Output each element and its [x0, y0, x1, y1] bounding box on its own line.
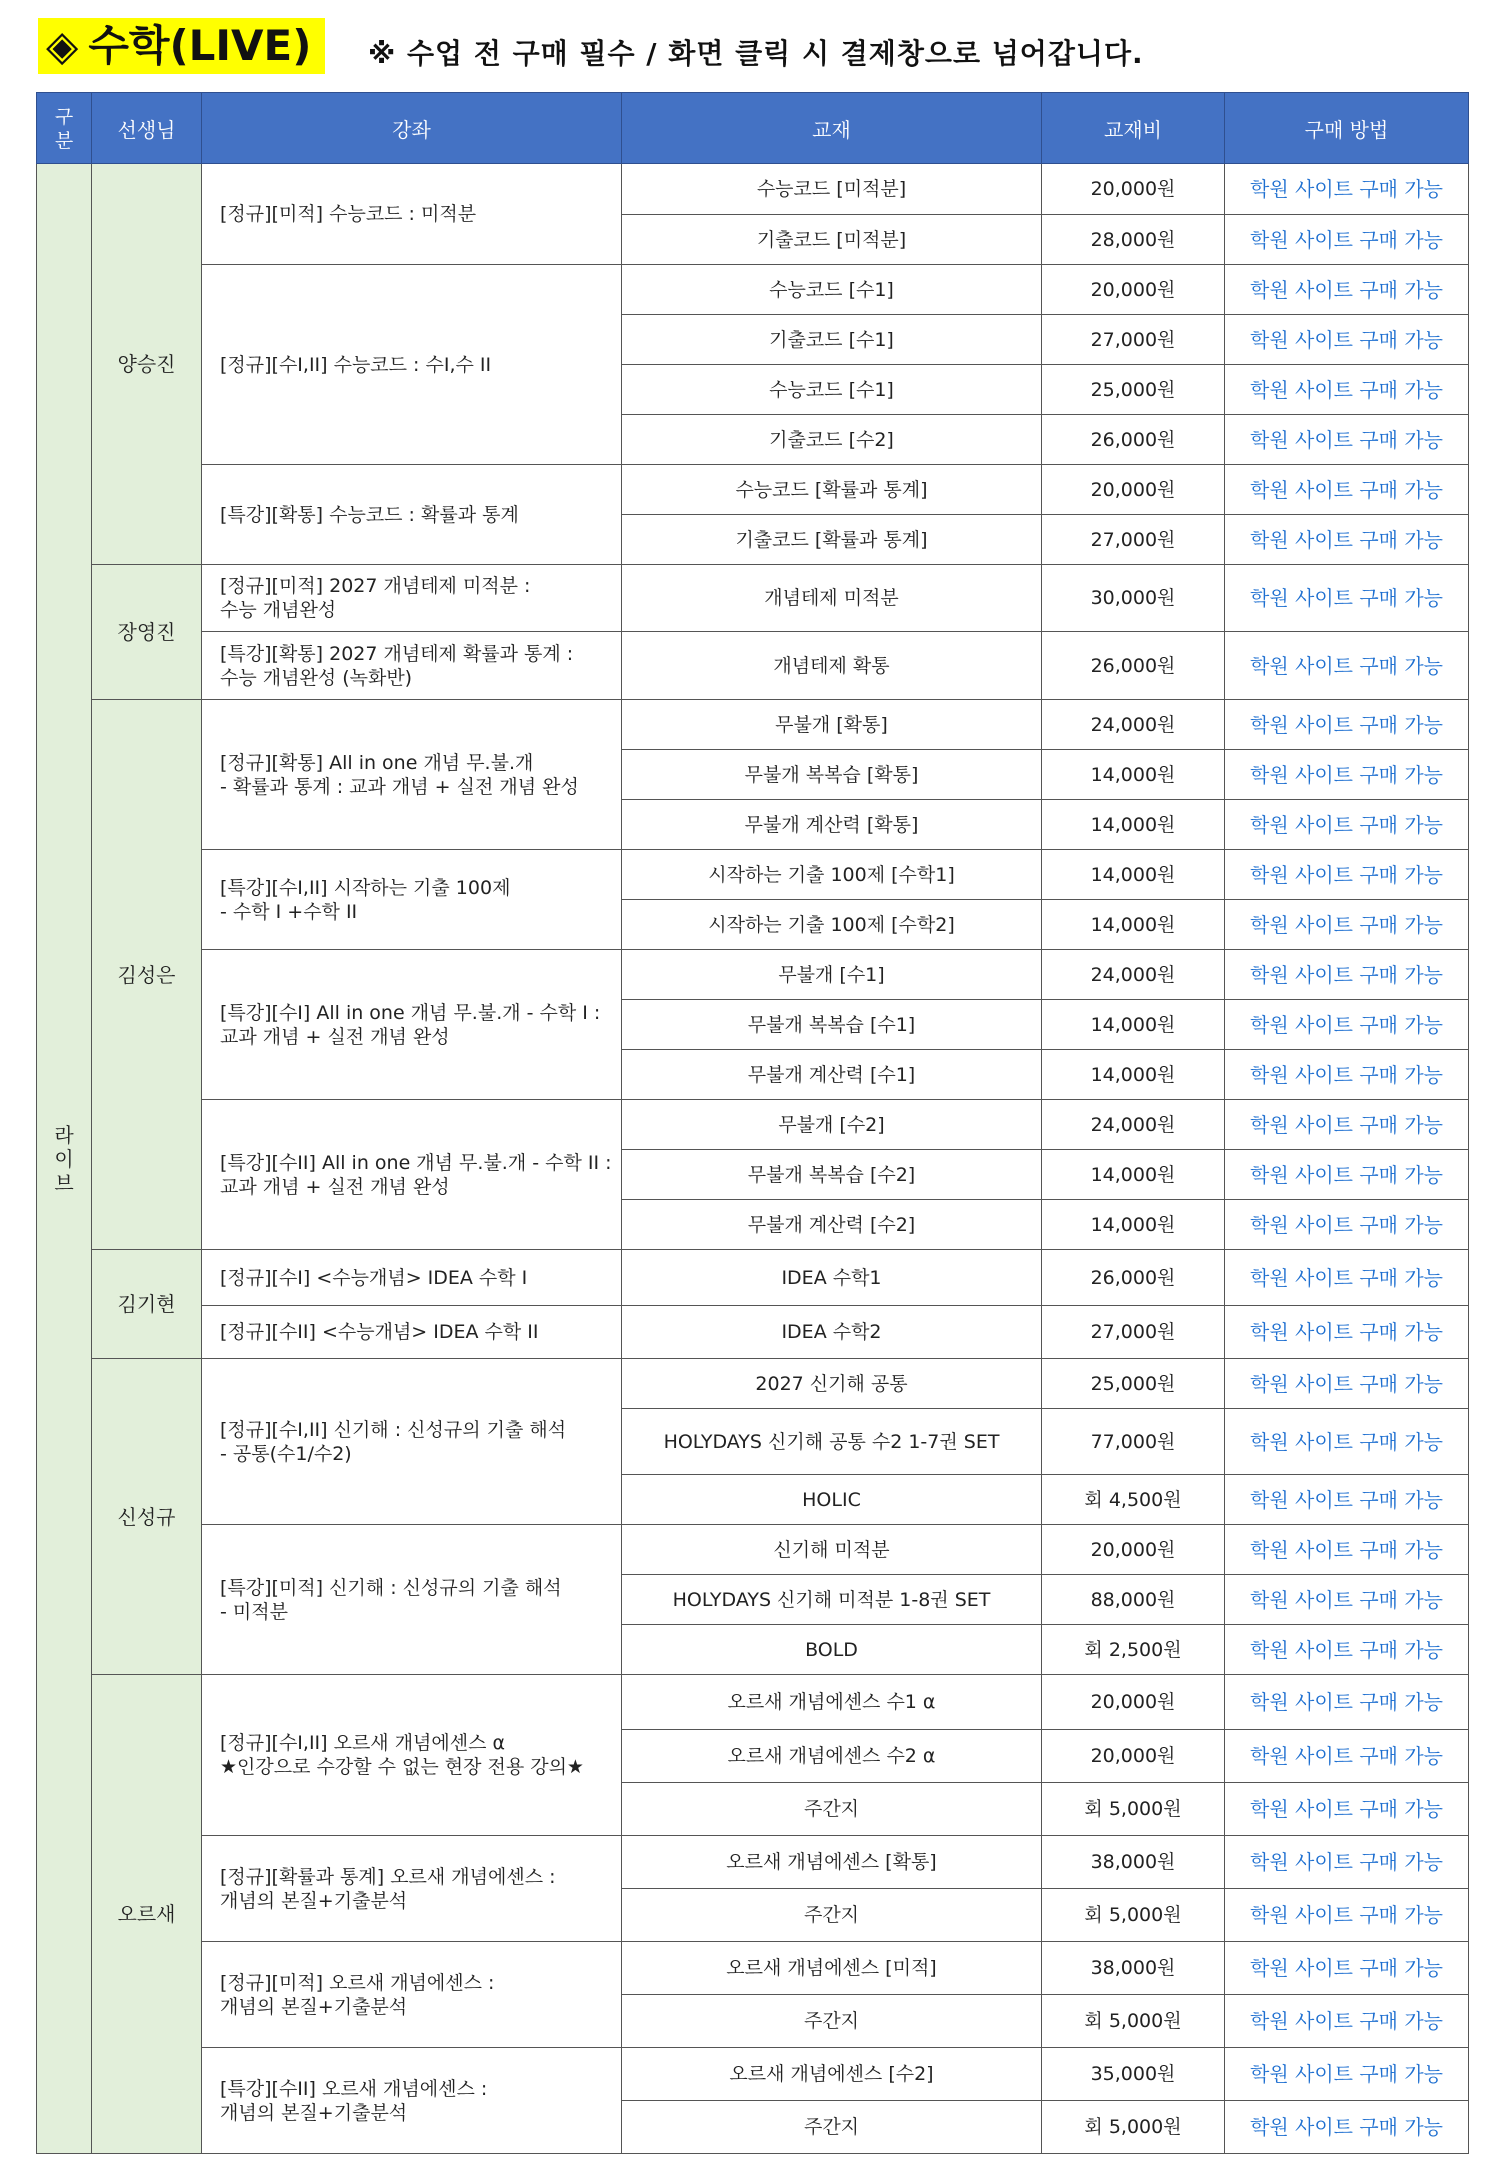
purchase-link[interactable]: 학원 사이트 구매 가능 [1225, 265, 1469, 315]
table-row [37, 1525, 1469, 1575]
textbook-name-cell: 무불개 복복습 [수1] [622, 1000, 1042, 1050]
table-row [37, 1675, 1469, 1730]
textbook-price-cell: 25,000원 [1042, 365, 1225, 415]
course-title-cell: [특강][확통] 수능코드 : 확률과 통계 [202, 465, 622, 565]
textbook-name-cell: 주간지 [622, 1889, 1042, 1942]
purchase-link[interactable]: 학원 사이트 구매 가능 [1225, 1675, 1469, 1730]
textbook-name-cell: 시작하는 기출 100제 [수학1] [622, 850, 1042, 900]
table-row [37, 265, 1469, 315]
table-header-row [37, 93, 1469, 164]
purchase-link[interactable]: 학원 사이트 구매 가능 [1225, 1200, 1469, 1250]
textbook-price-cell: 20,000원 [1042, 265, 1225, 315]
textbook-price-cell: 회 5,000원 [1042, 1783, 1225, 1836]
purchase-link[interactable]: 학원 사이트 구매 가능 [1225, 1942, 1469, 1995]
purchase-notice: ※ 수업 전 구매 필수 / 화면 클릭 시 결제창으로 넘어갑니다. [368, 37, 1144, 70]
textbook-price-cell: 20,000원 [1042, 164, 1225, 215]
textbook-price-cell: 38,000원 [1042, 1942, 1225, 1995]
purchase-link[interactable]: 학원 사이트 구매 가능 [1225, 1306, 1469, 1359]
purchase-link[interactable]: 학원 사이트 구매 가능 [1225, 565, 1469, 632]
teacher-name-cell: 신성규 [92, 1359, 202, 1675]
textbook-price-cell: 28,000원 [1042, 215, 1225, 265]
table-row [37, 632, 1469, 700]
purchase-link[interactable]: 학원 사이트 구매 가능 [1225, 950, 1469, 1000]
textbook-price-cell: 24,000원 [1042, 950, 1225, 1000]
textbook-price-cell: 14,000원 [1042, 1000, 1225, 1050]
column-header: 구매 방법 [1225, 93, 1469, 164]
textbook-price-cell: 20,000원 [1042, 1730, 1225, 1783]
textbook-name-cell: 오르새 개념에센스 [수2] [622, 2048, 1042, 2101]
textbook-name-cell: 무불개 계산력 [수2] [622, 1200, 1042, 1250]
purchase-link[interactable]: 학원 사이트 구매 가능 [1225, 1575, 1469, 1625]
textbook-name-cell: 주간지 [622, 2101, 1042, 2154]
textbook-price-cell: 회 4,500원 [1042, 1475, 1225, 1525]
page-title-text: 수학(LIVE) [88, 21, 312, 70]
column-header: 선생님 [92, 93, 202, 164]
purchase-link[interactable]: 학원 사이트 구매 가능 [1225, 465, 1469, 515]
purchase-link[interactable]: 학원 사이트 구매 가능 [1225, 700, 1469, 750]
course-title-cell: [특강][수I] All in one 개념 무.불.개 - 수학 I : 교과 개념 + 실전 개념 완성 [202, 950, 622, 1100]
table-row [37, 465, 1469, 515]
textbook-name-cell: BOLD [622, 1625, 1042, 1675]
textbook-price-cell: 회 5,000원 [1042, 1889, 1225, 1942]
course-title-cell: [정규][수I,II] 신기해 : 신성규의 기출 해석 - 공통(수1/수2) [202, 1359, 622, 1525]
table-row [37, 1836, 1469, 1889]
purchase-link[interactable]: 학원 사이트 구매 가능 [1225, 2101, 1469, 2154]
textbook-name-cell: 기출코드 [미적분] [622, 215, 1042, 265]
textbook-price-cell: 30,000원 [1042, 565, 1225, 632]
table-row [37, 565, 1469, 632]
category-cell: 라 이 브 [37, 164, 92, 2154]
textbook-name-cell: 오르새 개념에센스 수2 α [622, 1730, 1042, 1783]
textbook-name-cell: 무불개 [확통] [622, 700, 1042, 750]
textbook-price-cell: 77,000원 [1042, 1409, 1225, 1475]
column-header: 교재비 [1042, 93, 1225, 164]
course-title-cell: [정규][수I,II] 수능코드 : 수I,수 II [202, 265, 622, 465]
purchase-link[interactable]: 학원 사이트 구매 가능 [1225, 632, 1469, 700]
textbook-table-container [36, 92, 1468, 2154]
textbook-price-cell: 35,000원 [1042, 2048, 1225, 2101]
textbook-price-cell: 14,000원 [1042, 1200, 1225, 1250]
textbook-price-cell: 14,000원 [1042, 1150, 1225, 1200]
table-row [37, 2048, 1469, 2101]
course-title-cell: [특강][수II] All in one 개념 무.불.개 - 수학 II : 교과 개념 + 실전 개념 완성 [202, 1100, 622, 1250]
table-row [37, 950, 1469, 1000]
textbook-price-cell: 26,000원 [1042, 415, 1225, 465]
textbook-name-cell: IDEA 수학1 [622, 1250, 1042, 1306]
course-title-cell: [정규][미적] 수능코드 : 미적분 [202, 164, 622, 265]
teacher-name-cell: 김성은 [92, 700, 202, 1250]
course-title-cell: [정규][미적] 오르새 개념에센스 : 개념의 본질+기출분석 [202, 1942, 622, 2048]
textbook-price-cell: 20,000원 [1042, 1675, 1225, 1730]
course-title-cell: [정규][수II] <수능개념> IDEA 수학 II [202, 1306, 622, 1359]
textbook-price-cell: 25,000원 [1042, 1359, 1225, 1409]
table-row [37, 1942, 1469, 1995]
textbook-name-cell: 수능코드 [수1] [622, 265, 1042, 315]
textbook-name-cell: 2027 신기해 공통 [622, 1359, 1042, 1409]
textbook-price-cell: 회 5,000원 [1042, 2101, 1225, 2154]
column-header: 강좌 [202, 93, 622, 164]
textbook-price-cell: 27,000원 [1042, 515, 1225, 565]
textbook-name-cell: 무불개 계산력 [수1] [622, 1050, 1042, 1100]
textbook-price-cell: 14,000원 [1042, 750, 1225, 800]
column-header: 교재 [622, 93, 1042, 164]
purchase-link[interactable]: 학원 사이트 구매 가능 [1225, 164, 1469, 215]
textbook-name-cell: 무불개 [수1] [622, 950, 1042, 1000]
purchase-link[interactable]: 학원 사이트 구매 가능 [1225, 1995, 1469, 2048]
course-title-cell: [특강][미적] 신기해 : 신성규의 기출 해석 - 미적분 [202, 1525, 622, 1675]
textbook-table [36, 92, 1469, 2154]
purchase-link[interactable]: 학원 사이트 구매 가능 [1225, 2048, 1469, 2101]
textbook-name-cell: 기출코드 [수2] [622, 415, 1042, 465]
textbook-name-cell: 수능코드 [확률과 통계] [622, 465, 1042, 515]
textbook-price-cell: 26,000원 [1042, 632, 1225, 700]
purchase-link[interactable]: 학원 사이트 구매 가능 [1225, 1050, 1469, 1100]
course-title-cell: [정규][확률과 통계] 오르새 개념에센스 : 개념의 본질+기출분석 [202, 1836, 622, 1942]
textbook-name-cell: 무불개 복복습 [수2] [622, 1150, 1042, 1200]
table-row [37, 1306, 1469, 1359]
purchase-link[interactable]: 학원 사이트 구매 가능 [1225, 1150, 1469, 1200]
diamond-icon: ◈ [46, 21, 79, 70]
purchase-link[interactable]: 학원 사이트 구매 가능 [1225, 1000, 1469, 1050]
course-title-cell: [정규][확통] All in one 개념 무.불.개 - 확률과 통계 : 교과 개념 + 실전 개념 완성 [202, 700, 622, 850]
textbook-name-cell: 수능코드 [수1] [622, 365, 1042, 415]
textbook-name-cell: IDEA 수학2 [622, 1306, 1042, 1359]
column-header-label: 구 분 [54, 106, 74, 152]
table-body [37, 164, 1469, 2154]
textbook-name-cell: HOLIC [622, 1475, 1042, 1525]
textbook-price-cell: 14,000원 [1042, 900, 1225, 950]
purchase-link[interactable]: 학원 사이트 구매 가능 [1225, 1250, 1469, 1306]
table-row [37, 700, 1469, 750]
purchase-link[interactable]: 학원 사이트 구매 가능 [1225, 800, 1469, 850]
textbook-price-cell: 14,000원 [1042, 850, 1225, 900]
textbook-price-cell: 38,000원 [1042, 1836, 1225, 1889]
purchase-link[interactable]: 학원 사이트 구매 가능 [1225, 750, 1469, 800]
textbook-price-cell: 20,000원 [1042, 465, 1225, 515]
teacher-name-cell: 양승진 [92, 164, 202, 565]
textbook-price-cell: 27,000원 [1042, 1306, 1225, 1359]
course-title-cell: [특강][확통] 2027 개념테제 확률과 통계 : 수능 개념완성 (녹화반) [202, 632, 622, 700]
textbook-name-cell: 신기해 미적분 [622, 1525, 1042, 1575]
textbook-price-cell: 24,000원 [1042, 700, 1225, 750]
textbook-name-cell: 주간지 [622, 1995, 1042, 2048]
table-row [37, 164, 1469, 215]
course-title-cell: [정규][미적] 2027 개념테제 미적분 : 수능 개념완성 [202, 565, 622, 632]
textbook-name-cell: 개념테제 미적분 [622, 565, 1042, 632]
textbook-name-cell: HOLYDAYS 신기해 공통 수2 1-7권 SET [622, 1409, 1042, 1475]
textbook-price-cell: 88,000원 [1042, 1575, 1225, 1625]
textbook-name-cell: 오르새 개념에센스 [확통] [622, 1836, 1042, 1889]
textbook-price-cell: 20,000원 [1042, 1525, 1225, 1575]
textbook-name-cell: 기출코드 [확률과 통계] [622, 515, 1042, 565]
course-title-cell: [정규][수I,II] 오르새 개념에센스 α ★인강으로 수강할 수 없는 현장 전용 강의★ [202, 1675, 622, 1836]
textbook-name-cell: 시작하는 기출 100제 [수학2] [622, 900, 1042, 950]
table-row [37, 1250, 1469, 1306]
purchase-link[interactable]: 학원 사이트 구매 가능 [1225, 1730, 1469, 1783]
purchase-link[interactable]: 학원 사이트 구매 가능 [1225, 315, 1469, 365]
purchase-link[interactable]: 학원 사이트 구매 가능 [1225, 1525, 1469, 1575]
textbook-name-cell: 오르새 개념에센스 수1 α [622, 1675, 1042, 1730]
textbook-name-cell: 개념테제 확통 [622, 632, 1042, 700]
textbook-name-cell: 주간지 [622, 1783, 1042, 1836]
purchase-link[interactable]: 학원 사이트 구매 가능 [1225, 900, 1469, 950]
purchase-link[interactable]: 학원 사이트 구매 가능 [1225, 1889, 1469, 1942]
page-title [38, 18, 325, 74]
textbook-price-cell: 14,000원 [1042, 1050, 1225, 1100]
purchase-link[interactable]: 학원 사이트 구매 가능 [1225, 1359, 1469, 1409]
purchase-link[interactable]: 학원 사이트 구매 가능 [1225, 215, 1469, 265]
column-header [37, 93, 92, 164]
teacher-name-cell: 김기현 [92, 1250, 202, 1359]
table-row [37, 850, 1469, 900]
purchase-link[interactable]: 학원 사이트 구매 가능 [1225, 1475, 1469, 1525]
title-bar [38, 14, 1458, 74]
textbook-price-cell: 27,000원 [1042, 315, 1225, 365]
purchase-link[interactable]: 학원 사이트 구매 가능 [1225, 515, 1469, 565]
teacher-name-cell: 오르새 [92, 1675, 202, 2154]
textbook-name-cell: 기출코드 [수1] [622, 315, 1042, 365]
textbook-price-cell: 회 2,500원 [1042, 1625, 1225, 1675]
purchase-link[interactable]: 학원 사이트 구매 가능 [1225, 1836, 1469, 1889]
purchase-link[interactable]: 학원 사이트 구매 가능 [1225, 850, 1469, 900]
textbook-name-cell: 수능코드 [미적분] [622, 164, 1042, 215]
purchase-link[interactable]: 학원 사이트 구매 가능 [1225, 1625, 1469, 1675]
course-title-cell: [정규][수I] <수능개념> IDEA 수학 I [202, 1250, 622, 1306]
textbook-price-cell: 24,000원 [1042, 1100, 1225, 1150]
purchase-link[interactable]: 학원 사이트 구매 가능 [1225, 1409, 1469, 1475]
textbook-name-cell: 무불개 복복습 [확통] [622, 750, 1042, 800]
textbook-name-cell: HOLYDAYS 신기해 미적분 1-8권 SET [622, 1575, 1042, 1625]
textbook-name-cell: 무불개 [수2] [622, 1100, 1042, 1150]
purchase-link[interactable]: 학원 사이트 구매 가능 [1225, 365, 1469, 415]
table-row [37, 1359, 1469, 1409]
course-title-cell: [특강][수I,II] 시작하는 기출 100제 - 수학 I +수학 II [202, 850, 622, 950]
textbook-name-cell: 무불개 계산력 [확통] [622, 800, 1042, 850]
purchase-link[interactable]: 학원 사이트 구매 가능 [1225, 1783, 1469, 1836]
table-row [37, 1100, 1469, 1150]
textbook-name-cell: 오르새 개념에센스 [미적] [622, 1942, 1042, 1995]
textbook-price-cell: 26,000원 [1042, 1250, 1225, 1306]
purchase-link[interactable]: 학원 사이트 구매 가능 [1225, 415, 1469, 465]
course-title-cell: [특강][수II] 오르새 개념에센스 : 개념의 본질+기출분석 [202, 2048, 622, 2154]
textbook-price-cell: 14,000원 [1042, 800, 1225, 850]
textbook-price-cell: 회 5,000원 [1042, 1995, 1225, 2048]
teacher-name-cell: 장영진 [92, 565, 202, 700]
purchase-link[interactable]: 학원 사이트 구매 가능 [1225, 1100, 1469, 1150]
